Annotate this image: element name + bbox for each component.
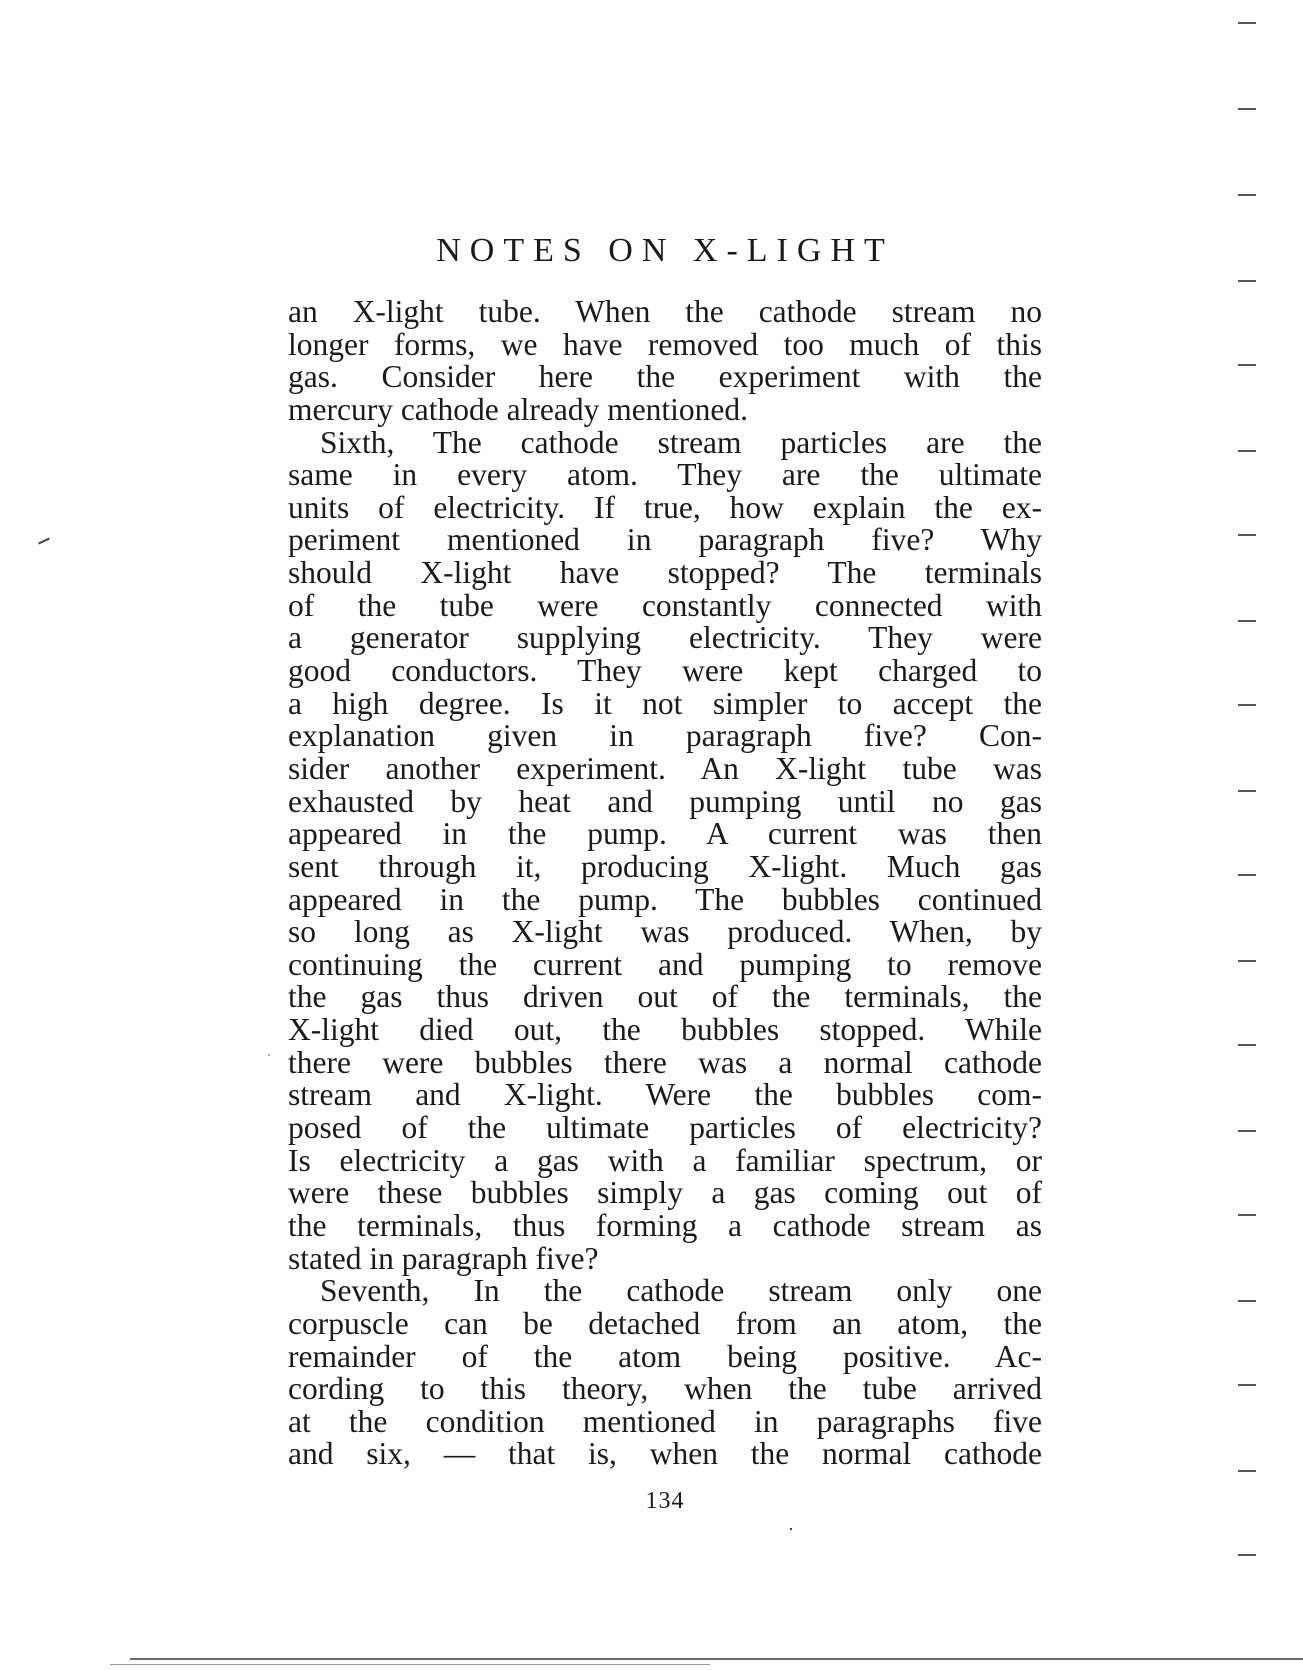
scan-edge-mark	[1238, 874, 1256, 876]
scan-edge-mark	[1238, 364, 1256, 366]
text-line: at the condition mentioned in paragraphs five	[288, 1403, 1042, 1439]
scan-edge-mark	[1238, 790, 1256, 792]
text-line: sider another experiment. An X-light tube was	[288, 750, 1042, 786]
text-line: should X-light have stopped? The terminals	[288, 555, 1042, 591]
text-line: good conductors. They were kept charged to	[288, 653, 1042, 689]
text-line: gas. Consider here the experiment with the	[288, 359, 1042, 395]
scan-edge-mark	[1238, 450, 1256, 452]
text-line: mercury cathode already mentioned.	[288, 391, 749, 427]
text-line: same in every atom. They are the ultimate	[288, 457, 1042, 493]
scan-edge-mark	[1238, 1384, 1256, 1386]
paragraph-seventh-start: Seventh, In the cathode stream only one	[320, 1273, 1042, 1309]
text-line: there were bubbles there was a normal cathode	[288, 1044, 1042, 1080]
page-number: 134	[645, 1488, 685, 1514]
scan-edge-mark	[1238, 22, 1256, 24]
running-head: NOTES ON X-LIGHT	[436, 232, 894, 269]
text-line: X-light died out, the bubbles stopped. While	[288, 1012, 1042, 1048]
scan-edge-mark	[1238, 1470, 1256, 1472]
body-text	[288, 296, 1042, 1471]
scan-speck	[268, 1054, 270, 1056]
scan-bottom-edge	[110, 1664, 710, 1665]
scan-edge-mark	[1238, 108, 1256, 110]
text-line: so long as X-light was produced. When, by	[288, 914, 1042, 950]
text-line: the terminals, thus forming a cathode stream as	[288, 1207, 1042, 1243]
text-line: a high degree. Is it not simpler to accept the	[288, 685, 1042, 721]
text-line: stream and X-light. Were the bubbles com-	[288, 1077, 1042, 1113]
text-line: sent through it, producing X-light. Much gas	[288, 848, 1042, 884]
text-line: appeared in the pump. A current was then	[288, 816, 1042, 852]
scan-edge-mark	[1238, 1130, 1256, 1132]
text-line: an X-light tube. When the cathode stream no	[288, 294, 1042, 329]
text-line: a generator supplying electricity. They were	[288, 620, 1042, 656]
text-line: corpuscle can be detached from an atom, the	[288, 1305, 1042, 1341]
scan-speck	[790, 1528, 792, 1530]
scan-edge-mark	[1238, 534, 1256, 536]
scan-edge-mark	[1238, 960, 1256, 962]
text-line: were these bubbles simply a gas coming out of	[288, 1175, 1042, 1211]
text-line: appeared in the pump. The bubbles continued	[288, 881, 1042, 917]
text-line: of the tube were constantly connected with	[288, 587, 1042, 623]
text-line: continuing the current and pumping to remove	[288, 946, 1042, 982]
text-line: remainder of the atom being positive. Ac-	[288, 1338, 1042, 1374]
paragraph-sixth-start: Sixth, The cathode stream particles are the	[320, 424, 1042, 460]
scan-edge-mark	[1238, 1554, 1256, 1556]
text-line: explanation given in paragraph five? Con-	[288, 718, 1042, 754]
text-line: cording to this theory, when the tube arrived	[288, 1371, 1042, 1407]
scan-bottom-edge	[130, 1658, 1303, 1660]
scan-edge-mark	[1238, 1044, 1256, 1046]
text-line: stated in paragraph five?	[288, 1240, 599, 1276]
text-line: Is electricity a gas with a familiar spectrum, or	[288, 1142, 1042, 1178]
scan-speck	[38, 538, 50, 545]
text-line: the gas thus driven out of the terminals, the	[288, 979, 1042, 1015]
text-line: posed of the ultimate particles of electricity?	[288, 1110, 1042, 1146]
text-line: periment mentioned in paragraph five? Why	[288, 522, 1042, 558]
scan-edge-mark	[1238, 1300, 1256, 1302]
text-line: units of electricity. If true, how explain the ex-	[288, 489, 1042, 525]
scan-edge-mark	[1238, 620, 1256, 622]
scan-edge-mark	[1238, 704, 1256, 706]
scan-edge-mark	[1238, 280, 1256, 282]
scan-edge-mark	[1238, 1214, 1256, 1216]
scan-edge-mark	[1238, 194, 1256, 196]
text-line: and six, — that is, when the normal cathode	[288, 1436, 1042, 1472]
text-line: longer forms, we have removed too much of this	[288, 326, 1042, 362]
text-line: exhausted by heat and pumping until no gas	[288, 783, 1042, 819]
